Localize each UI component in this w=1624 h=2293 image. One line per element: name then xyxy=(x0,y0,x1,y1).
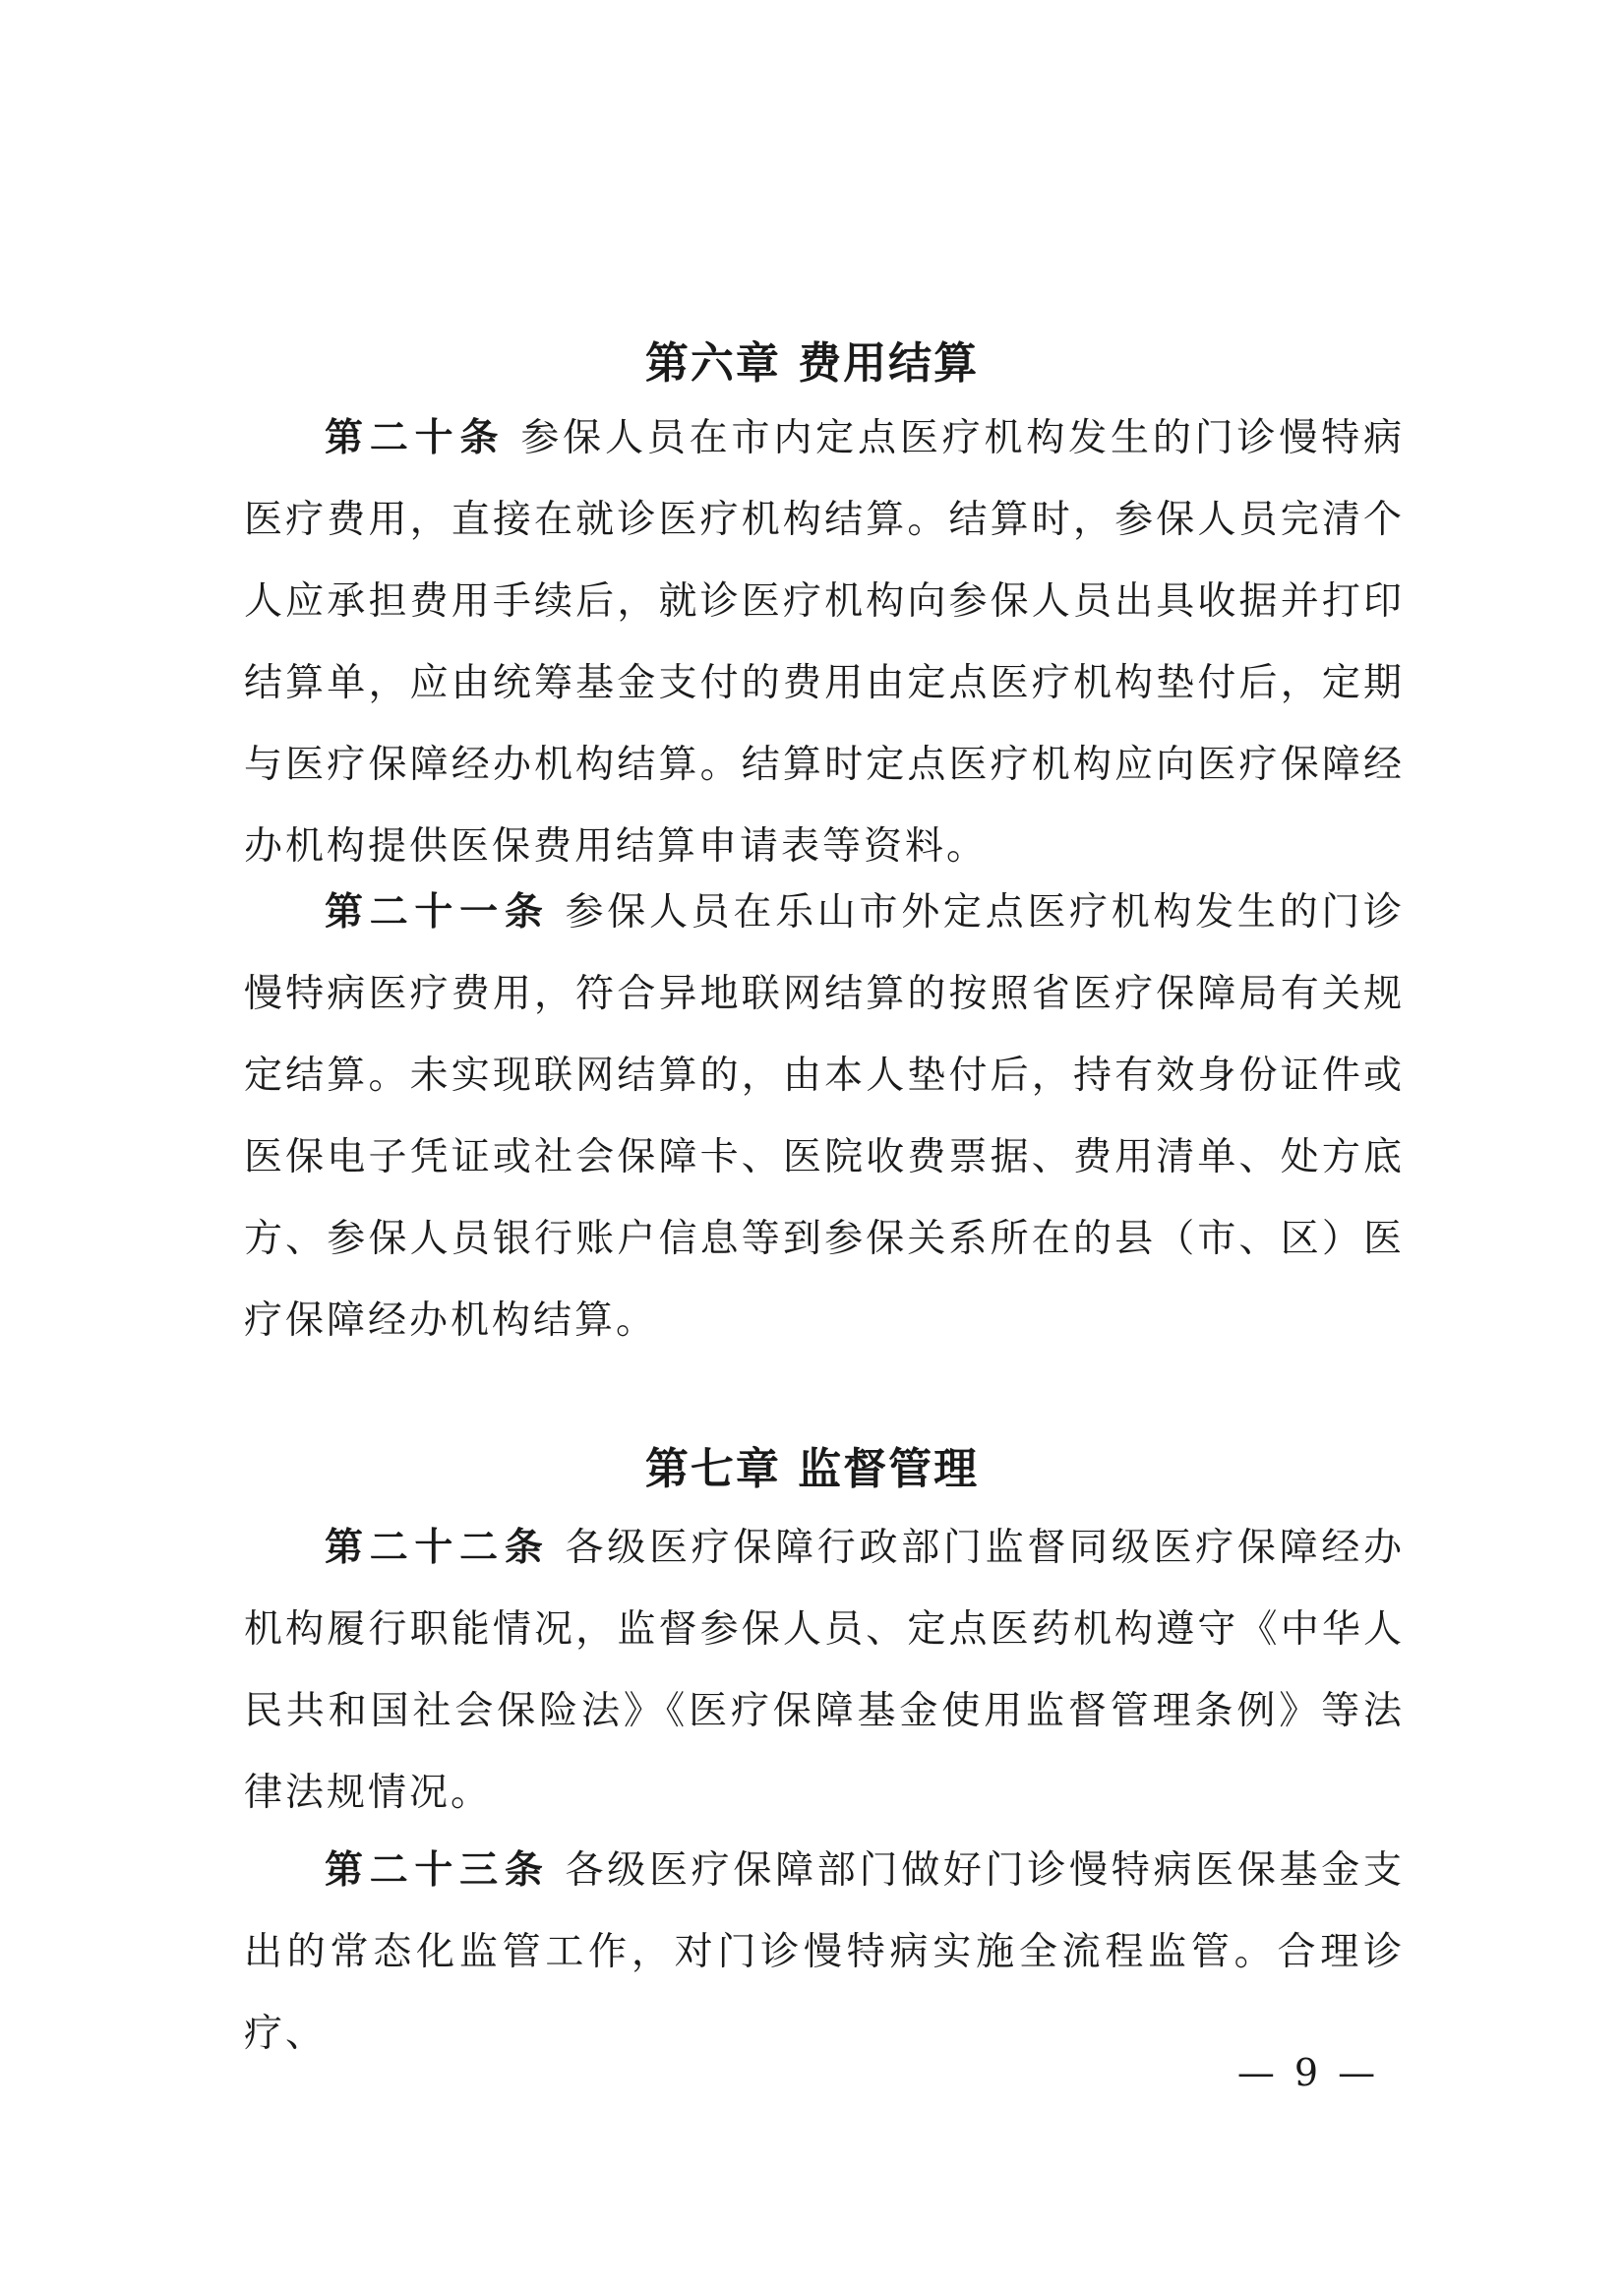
article-23-number: 第二十三条 xyxy=(325,1848,550,1893)
article-20-number: 第二十条 xyxy=(325,416,506,460)
article-20 xyxy=(244,397,1405,887)
article-23-text: 各级医疗保障部门做好门诊慢特病医保基金支出的常态化监管工作，对门诊慢特病实施全流程监管。合理诊疗、 xyxy=(244,1848,1405,2056)
article-21-text: 参保人员在乐山市外定点医疗机构发生的门诊慢特病医疗费用，符合异地联网结算的按照省医疗保障局有关规定结算。未实现联网结算的，由本人垫付后，持有效身份证件或医保电子凭证或社会保障卡、医院收费票据、费用清单、处方底方、参保人员银行账户信息等到参保关系所在的县（市、区）医疗保障经办机构结算。 xyxy=(244,890,1405,1343)
article-22 xyxy=(244,1507,1405,1834)
article-22-text: 各级医疗保障行政部门监督同级医疗保障经办机构履行职能情况，监督参保人员、定点医药机构遵守《中华人民共和国社会保险法》《医疗保障基金使用监督管理条例》等法律法规情况。 xyxy=(244,1526,1405,1815)
article-20-text: 参保人员在市内定点医疗机构发生的门诊慢特病医疗费用，直接在就诊医疗机构结算。结算时，参保人员完清个人应承担费用手续后，就诊医疗机构向参保人员出具收据并打印结算单，应由统筹基金支付的费用由定点医疗机构垫付后，定期与医疗保障经办机构结算。结算时定点医疗机构应向医疗保障经办机构提供医保费用结算申请表等资料。 xyxy=(244,416,1405,869)
article-21-number: 第二十一条 xyxy=(325,890,550,935)
page-number: — 9 — xyxy=(1236,2051,1380,2094)
article-22-number: 第二十二条 xyxy=(325,1526,550,1570)
chapter-7-title: 第七章 监督管理 xyxy=(644,1444,980,1494)
article-23 xyxy=(244,1830,1405,2075)
chapter-6-title: 第六章 费用结算 xyxy=(644,338,980,389)
article-21 xyxy=(244,872,1405,1361)
